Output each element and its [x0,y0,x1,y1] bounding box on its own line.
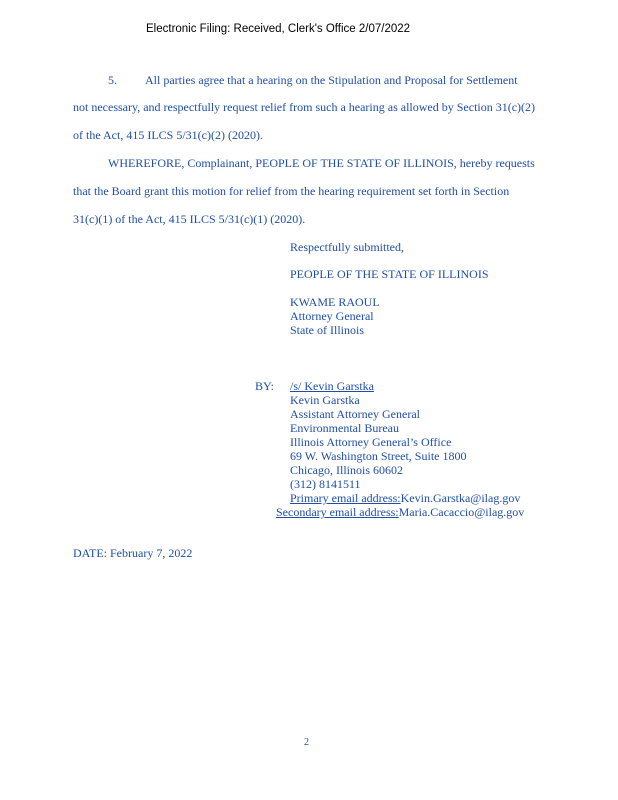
primary-email-row [290,491,520,505]
paragraph-5-line-2: not necessary, and respectfully request relief from such a hearing as allowed by Section 31(c)(2) [73,100,536,114]
attorney-general-state: State of Illinois [290,323,364,337]
signer-phone: (312) 8141511 [290,477,361,491]
secondary-email-link[interactable]: Maria.Cacaccio@ilag.gov [398,505,525,519]
electronic-filing-header: Electronic Filing: Received, Clerk's Office 2/07/2022 [146,23,411,35]
paragraph-number: 5. [108,73,117,87]
paragraph-5-line-3: of the Act, 415 ILCS 5/31(c)(2) (2020). [73,128,263,142]
signer-street: 69 W. Washington Street, Suite 1800 [290,449,467,463]
signature-line: /s/ Kevin Garstka [290,379,374,393]
wherefore-line-1: WHEREFORE, Complainant, PEOPLE OF THE STATE OF ILLINOIS, hereby requests [108,156,535,170]
secondary-email-label: Secondary email address: [276,505,399,519]
attorney-general-title: Attorney General [290,309,374,323]
wherefore-line-3: 31(c)(1) of the Act, 415 ILCS 5/31(c)(1) (2020). [73,212,306,226]
closing: Respectfully submitted, [290,240,404,254]
paragraph-5-line-1: All parties agree that a hearing on the Stipulation and Proposal for Settlement [145,73,518,87]
signer-title: Assistant Attorney General [290,407,420,421]
signer-bureau: Environmental Bureau [290,421,399,435]
wherefore-line-2: that the Board grant this motion for relief from the hearing requirement set forth in Section [73,184,510,198]
signer-name: Kevin Garstka [290,393,360,407]
secondary-email-row [276,505,524,519]
primary-email-link[interactable]: Kevin.Garstka@ilag.gov [400,491,521,505]
date-line: DATE: February 7, 2022 [73,546,193,560]
signer-city: Chicago, Illinois 60602 [290,463,403,477]
primary-email-label: Primary email address: [290,491,401,505]
by-label: BY: [255,379,274,393]
signer-office: Illinois Attorney General’s Office [290,435,452,449]
party-name: PEOPLE OF THE STATE OF ILLINOIS [290,267,489,281]
page-number: 2 [304,737,309,748]
attorney-general-name: KWAME RAOUL [290,295,380,309]
